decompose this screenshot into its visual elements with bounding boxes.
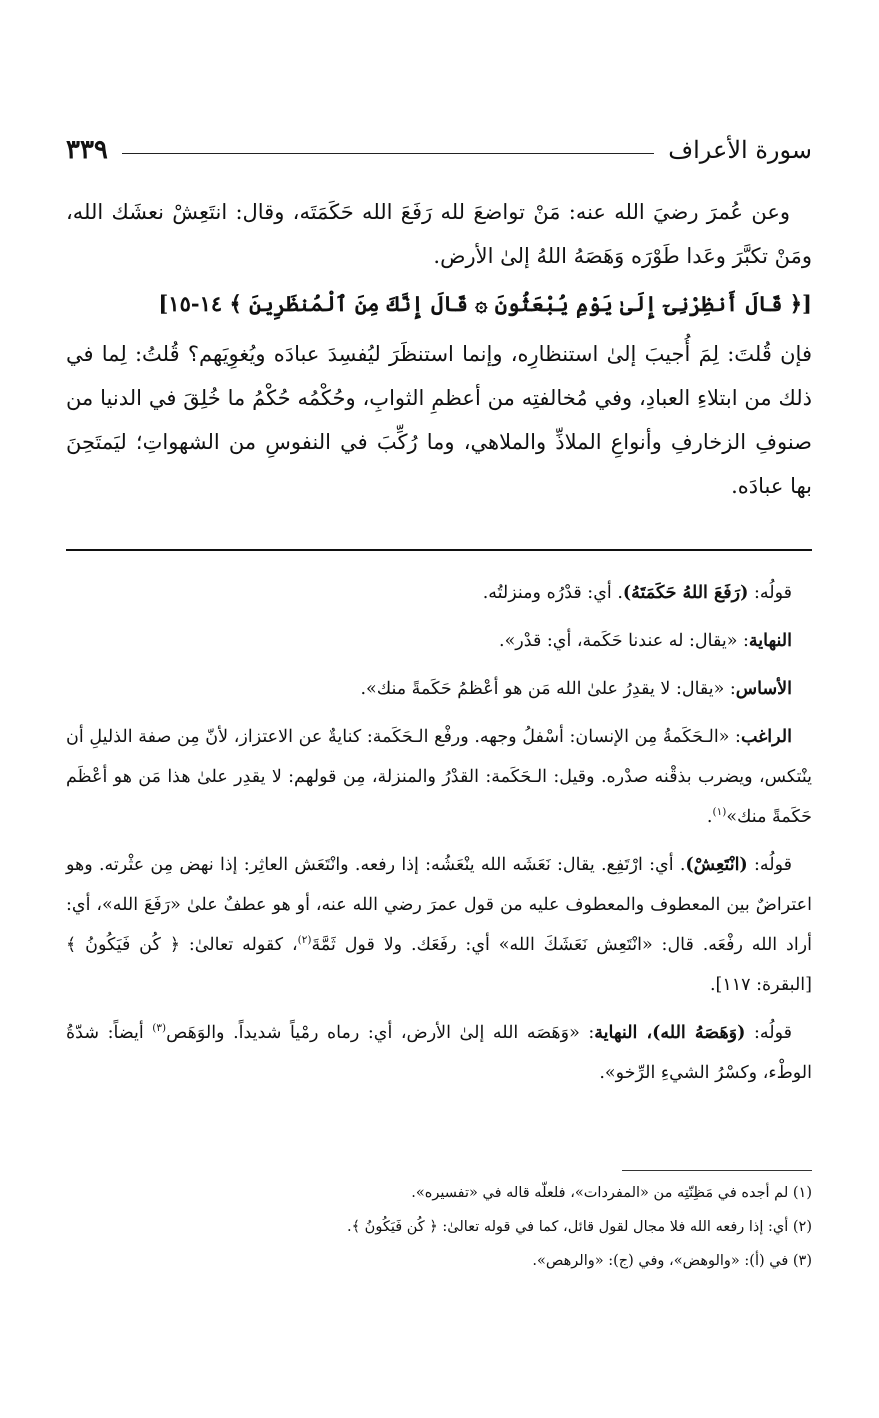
- commentary-text: : «يقال: لا يقدِرُ علىٰ الله مَن هو أعْظمُ حَكَمةً منك».: [360, 679, 736, 699]
- source-label: النهاية: [748, 631, 792, 651]
- footnote-rule: [622, 1170, 812, 1171]
- quran-verse: [﴿ قَالَ أَنظِرْنِىٓ إِلَىٰ يَوْمِ يُبْعَثُونَ ۞ قَالَ إِنَّكَ مِنَ ٱلْمُنظَرِينَ ﴾ ١٤-١٥]: [158, 291, 812, 316]
- page-header: [66, 128, 812, 172]
- main-paragraph-umar: وعن عُمرَ رضيَ الله عنه: مَنْ تواضعَ لله رَفَعَ الله حَكَمَتَه، وقال: انتَعِشْ نعشَك الله، ومَنْ تكبَّرَ وعَدا طَوْرَه وَهَصَهُ اللهُ إلىٰ الأرض.: [66, 200, 812, 268]
- commentary-intaish: [66, 845, 812, 1005]
- footnote-marker: (٢): [297, 934, 312, 947]
- commentary-text: .: [706, 807, 713, 827]
- commentary-text: أيضاً: شدّةُ الوطْء، وكسْرُ الشيءِ الرِّخو».: [66, 1023, 812, 1083]
- commentary-lead: قولُه:: [748, 583, 792, 603]
- commentary-text: : «الـحَكَمةُ مِن الإنسان: أسْفلُ وجهه. ورفْع الـحَكَمة: كنايةٌ عن الاعتزاز، لأنّ مِن صفة الذليلِ أن ينْتكس، ويضرب بذقْنه صدْره. وقيل: الـحَكَمة: القدْرُ والمنزلة، مِن قولهم: لا يقدِر علىٰ هذا مَن هو أعْظَم حَكَمةً منك»: [66, 727, 812, 827]
- commentary-text: ، كقوله تعالىٰ: ﴿ كُن فَيَكُونُ ﴾ [البقرة: ١١٧].: [66, 935, 812, 995]
- commentary-term: (انْتَعِشْ): [685, 855, 748, 875]
- commentary-term: (رَفَعَ اللهُ حَكَمَتَهُ): [622, 583, 749, 603]
- commentary-section: [66, 573, 812, 1101]
- commentary-wahasa: [66, 1013, 812, 1093]
- commentary-text: : «وَهَصَه الله إلىٰ الأرض، أي: رماه رمْياً شديداً. والوَهَص: [166, 1023, 595, 1043]
- commentary-nihaya: [66, 621, 812, 661]
- commentary-lead: قولُه:: [747, 855, 792, 875]
- commentary-raghib: [66, 717, 812, 837]
- surah-title: سورة الأعراف: [668, 136, 812, 164]
- commentary-divider: [66, 549, 812, 551]
- main-paragraph-question-answer: فإن قُلتَ: لِمَ أُجيبَ إلىٰ استنظارِه، وإنما استنظَرَ ليُفسِدَ عبادَه ويُغوِيَهم؟ قُلتُ: لِما في ذلك من ابتلاءِ العبادِ، وفي مُخالفتِه من أعظمِ الثوابِ، وحُكْمُه حُكْمُ ما خُلِقَ في الدنيا من صنوفِ الزخارفِ وأنواعِ الملاذِّ والملاهي، وما رُكِّبَ في النفوسِ من الشهواتِ؛ ليَمتَحِنَ بها عبادَه.: [66, 342, 812, 498]
- source-label: الراغب: [740, 727, 792, 747]
- header-rule: [122, 153, 654, 154]
- book-page: [66, 0, 812, 1418]
- commentary-term: (وَهَصَهُ الله)، النهاية: [594, 1023, 746, 1043]
- commentary-asas: [66, 669, 812, 709]
- footnote-marker: (٣): [152, 1022, 167, 1035]
- footnotes: [66, 1176, 812, 1278]
- footnote-2: (٢) أي: إذا رفعه الله فلا مجال لقول قائل، كما في قوله تعالىٰ: ﴿ كُن فَيَكُونُ ﴾.: [346, 1219, 812, 1235]
- commentary-text: : «يقال: له عندنا حَكَمة، أي: قدْر».: [499, 631, 749, 651]
- commentary-text: . أي: قدْرُه ومنزلتُه.: [482, 583, 623, 603]
- footnote-1: (١) لم أجده في مَظِنّتِه من «المفردات»، فلعلّه قاله في «تفسيره».: [411, 1185, 812, 1201]
- commentary-hakama: [66, 573, 812, 613]
- commentary-lead: قولُه:: [745, 1023, 792, 1043]
- footnote-marker: (١): [712, 806, 727, 819]
- page-number: ٣٣٩: [66, 135, 108, 165]
- footnote-3: (٣) في (أ): «والوهض»، وفي (ج): «والرهص».: [532, 1253, 812, 1269]
- main-text: [66, 190, 812, 508]
- source-label: الأساس: [735, 679, 792, 699]
- commentary-text: . أي: ارْتَفِع. يقال: نَعَشَه الله ينْعَشُه: إذا رفعه. وانْتَعَش العاثِر: إذا نهض مِن عثْرته. وهو اعتراضٌ بين المعطوف والمعطوف عليه من قول عمرَ رضي الله عنه، أو هو عطفٌ علىٰ «رَفَعَ الله»، أي: أراد الله رفْعَه. قال: «انْتَعِش نَعَشَكَ الله» أي: رفَعَك. ولا قول ثَمَّةَ: [66, 855, 812, 955]
